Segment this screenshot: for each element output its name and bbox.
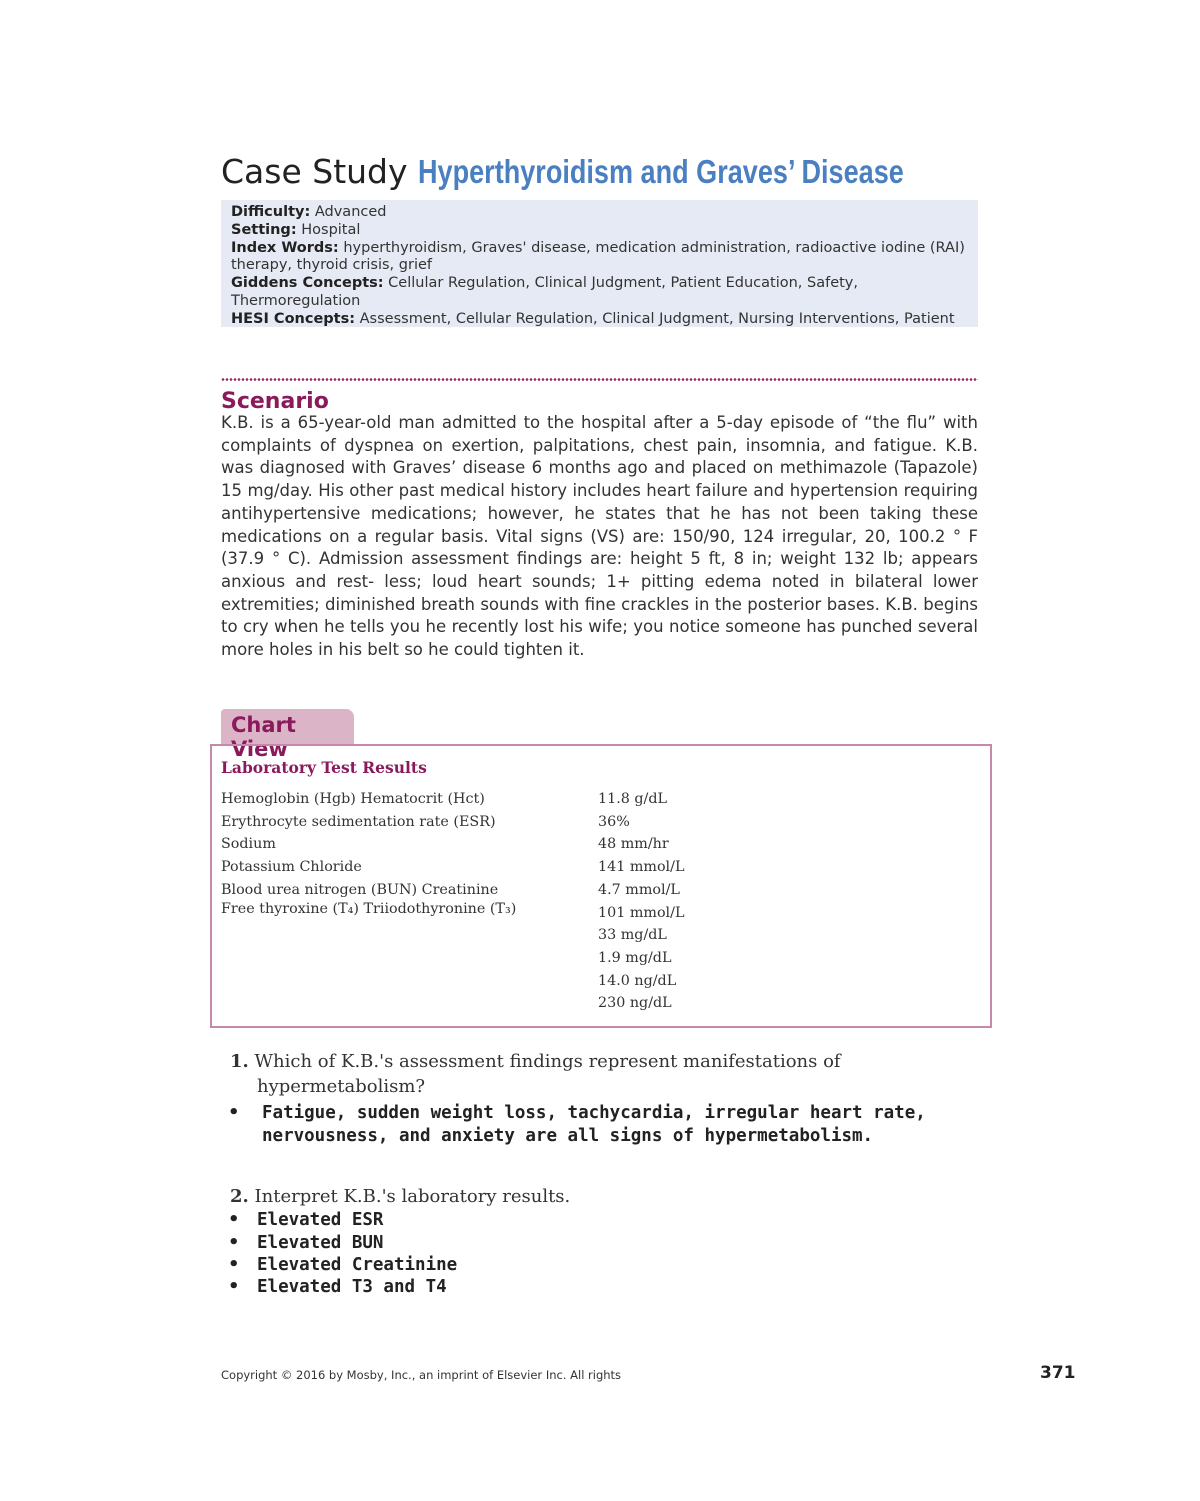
lab-value: 101 mmol/L bbox=[598, 904, 685, 921]
question-1-number: 1. bbox=[230, 1051, 249, 1072]
bullet-icon: • bbox=[228, 1254, 240, 1275]
lab-value: 14.0 ng/dL bbox=[598, 972, 677, 989]
copyright-footer: Copyright © 2016 by Mosby, Inc., an imprint of Elsevier Inc. All rights bbox=[221, 1368, 622, 1382]
section-divider bbox=[221, 377, 978, 382]
question-2-number: 2. bbox=[230, 1186, 249, 1207]
answer-1-line1: Fatigue, sudden weight loss, tachycardia, irregular heart rate, bbox=[262, 1103, 926, 1123]
page-number: 371 bbox=[1040, 1363, 1076, 1383]
lab-test-names bbox=[221, 788, 516, 920]
answer-2-item: Elevated T3 and T4 bbox=[257, 1277, 447, 1297]
meta-difficulty: Difficulty: Advanced bbox=[231, 204, 387, 220]
answer-2-item: Elevated ESR bbox=[257, 1210, 384, 1230]
lab-value: 11.8 g/dL bbox=[598, 791, 667, 807]
bullet-icon: • bbox=[228, 1209, 240, 1230]
lab-name: Blood urea nitrogen (BUN) Creatinine bbox=[221, 881, 499, 898]
chart-view-tab-label: Chart View bbox=[231, 713, 296, 761]
bullet-icon: • bbox=[228, 1232, 240, 1253]
lab-results-title: Laboratory Test Results bbox=[221, 758, 427, 777]
lab-value: 33 mg/dL bbox=[598, 927, 667, 944]
question-2 bbox=[230, 1186, 570, 1207]
scenario-text: K.B. is a 65-year-old man admitted to the hospital after a 5-day episode of “the flu” with complaints of dyspnea on exertion, palpitations, chest pain, insomnia, and fatigue. K.B. was diagnosed with Graves’ disease 6 months ago and placed on methimazole (Tapazole) 15 mg/day. His other past medical history includes heart failure and hypertension requiring antihypertensive medications; however, he states that he has not been taking these medications on a regular basis. Vital signs (VS) are: 150/90, 124 irregular, 20, 100.2 ° F (37.9 ° C). Admission assessment findings are: height 5 ft, 8 in; weight 132 lb; appears anxious and rest- less; loud heart sounds; 1+ pitting edema noted in bilateral lower extremities; diminished breath sounds with fine crackles in the posterior bases. K.B. begins to cry when he tells you he recently lost his wife; you notice someone has punched several more holes in his belt so he could tighten it. bbox=[221, 413, 978, 660]
answer-1-line2: nervousness, and anxiety are all signs of hypermetabolism. bbox=[262, 1126, 874, 1146]
lab-value: 230 ng/dL bbox=[598, 995, 672, 1012]
meta-hesi-concepts: HESI Concepts: Assessment, Cellular Regulation, Clinical Judgment, Nursing Interventions, Patient bbox=[231, 310, 955, 327]
question-2-text: Interpret K.B.'s laboratory results. bbox=[254, 1186, 571, 1207]
lab-value: 4.7 mmol/L bbox=[598, 881, 680, 898]
lab-name: Free thyroxine (T₄) Triiodothyronine (T₃) bbox=[221, 900, 517, 917]
meta-setting: Setting: Hospital bbox=[231, 221, 361, 238]
lab-name: Sodium bbox=[221, 836, 276, 853]
scenario-heading: Scenario bbox=[221, 389, 329, 414]
lab-name: Potassium Chloride bbox=[221, 859, 362, 876]
bullet-icon: • bbox=[228, 1276, 240, 1297]
case-metadata-box bbox=[221, 200, 978, 327]
title-subject: Hyperthyroidism and Graves’ Disease bbox=[418, 153, 904, 190]
bullet-icon: • bbox=[228, 1102, 240, 1123]
answer-2-item: Elevated Creatinine bbox=[257, 1255, 458, 1275]
question-1-text-line1: Which of K.B.'s assessment findings represent manifestations of bbox=[254, 1051, 841, 1072]
lab-name: Hemoglobin (Hgb) Hematocrit (Hct) bbox=[221, 791, 485, 807]
lab-name: Erythrocyte sedimentation rate (ESR) bbox=[221, 813, 496, 830]
lab-value: 48 mm/hr bbox=[598, 836, 669, 853]
lab-value: 36% bbox=[598, 813, 630, 830]
meta-giddens-concepts: Giddens Concepts: Cellular Regulation, Clinical Judgment, Patient Education, Safety, Thermoregulation bbox=[231, 275, 858, 309]
question-1-text-line2: hypermetabolism? bbox=[257, 1076, 426, 1097]
page-title bbox=[221, 152, 1010, 191]
lab-test-values bbox=[598, 788, 684, 1015]
question-1 bbox=[230, 1051, 841, 1072]
answer-2-item: Elevated BUN bbox=[257, 1233, 384, 1253]
lab-value: 1.9 mg/dL bbox=[598, 949, 672, 966]
meta-index-words: Index Words: hyperthyroidism, Graves' disease, medication administration, radioactive iodine (RAI) therapy, thyroid crisis, grief bbox=[231, 239, 965, 274]
lab-value: 141 mmol/L bbox=[598, 859, 685, 876]
title-lead: Case Study bbox=[221, 152, 408, 191]
